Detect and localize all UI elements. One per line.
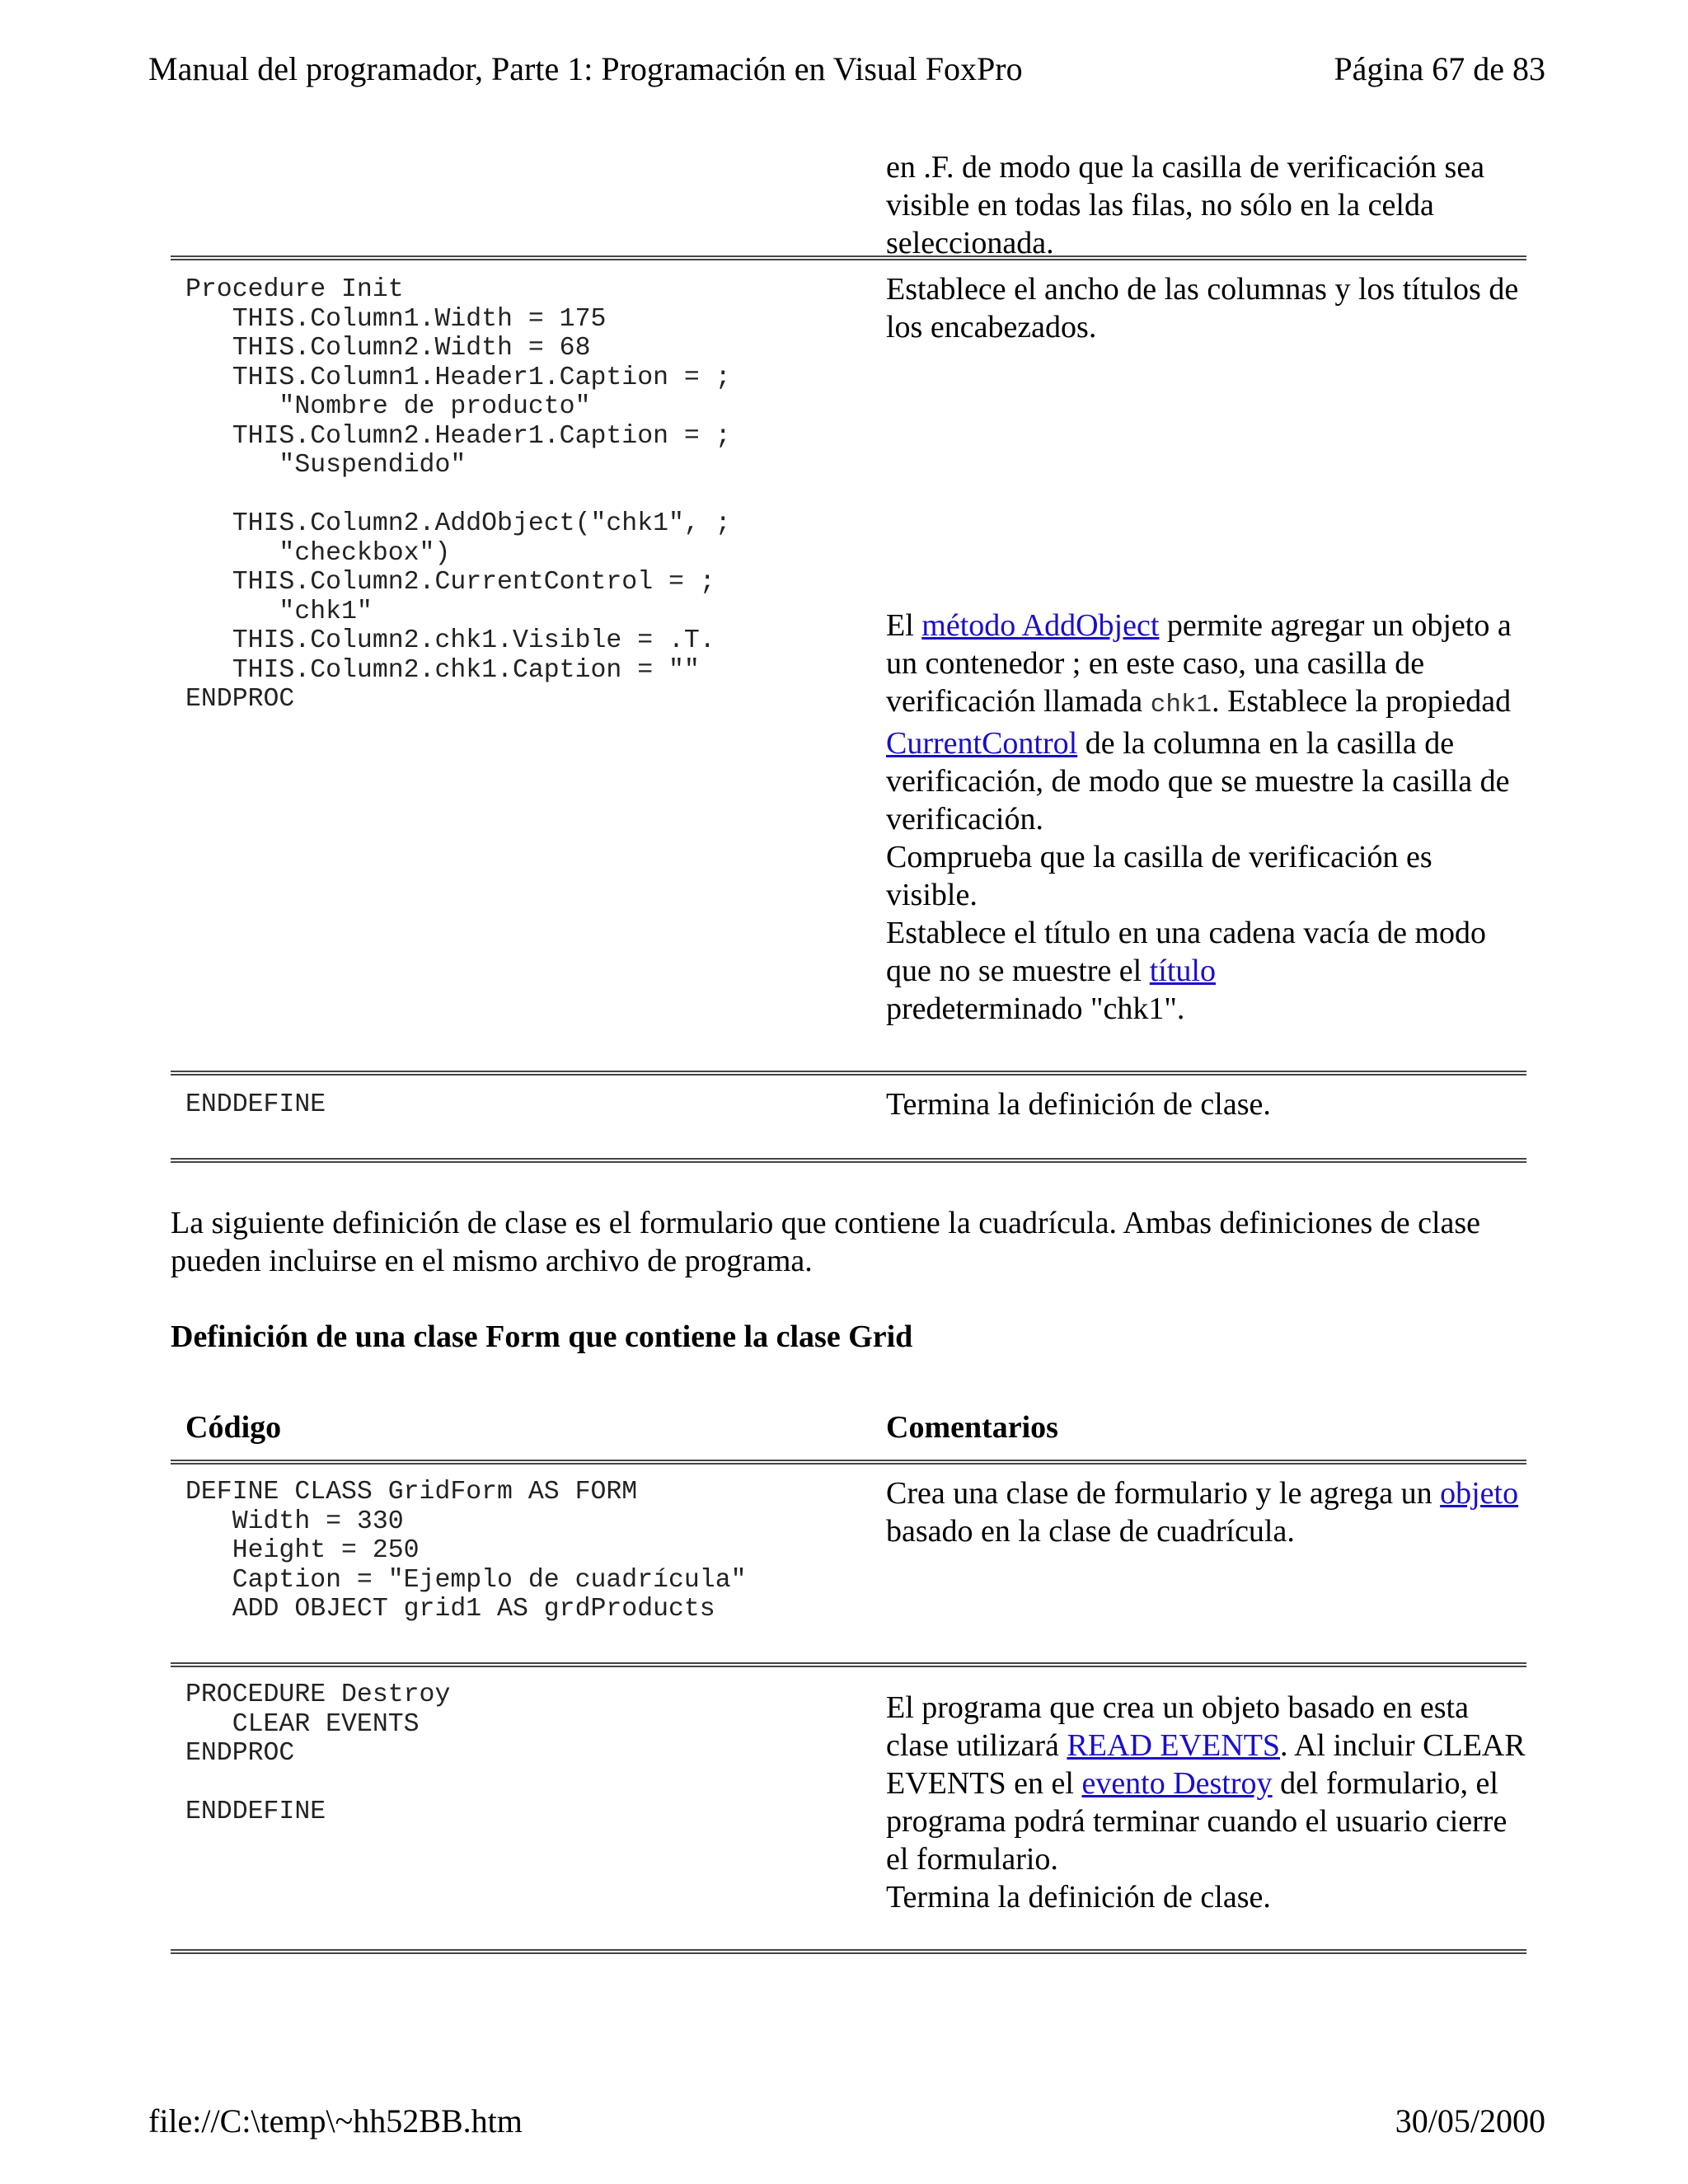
comment-text: Establece el ancho de las columnas y los títulos de los encabezados. [886, 272, 1519, 344]
paragraph: La siguiente definición de clase es el formulario que contiene la cuadrícula. Ambas definiciones de clase pueden incluirse en el mismo archivo de programa. [171, 1206, 1481, 1278]
comment-text: Termina la definición de clase. [886, 1880, 1271, 1915]
page-header [148, 49, 1545, 89]
code-cell: DEFINE CLASS GridForm AS FORM Width = 330 Height = 250 Caption = "Ejemplo de cuadrícula" ADD OBJECT grid1 AS grdProducts [185, 1478, 747, 1624]
table-row [171, 1085, 1526, 1168]
comment-text: Establece el título en una cadena vacía de modo que no se muestre el título predeterminado "chk1". [886, 916, 1487, 1026]
table-row [171, 1677, 1526, 1957]
inline-code: chk1 [1150, 691, 1212, 719]
comment-cell: en .F. de modo que la casilla de verificación sea visible en todas las filas, no sólo en la celda seleccionada. [886, 150, 1485, 260]
link-currentcontrol[interactable]: CurrentControl [886, 726, 1078, 761]
link-read-events[interactable]: READ EVENTS [1067, 1728, 1281, 1763]
comment-cell: Crea una clase de formulario y le agrega un objeto basado en la clase de cuadrícula. [886, 1476, 1519, 1549]
content [171, 148, 1526, 1954]
comment-text: El programa que crea un objeto basado en esta clase utilizará READ EVENTS. Al incluir CLEAR EVENTS en el evento Destroy del formulario, el programa podrá terminar cuando el usuario cierre el formulario. [886, 1690, 1526, 1877]
comment-text: El método AddObject permite agregar un objeto a un contenedor ; en este caso, una casilla de verificación llamada chk1. Establece la propiedad CurrentControl de la columna en la casilla de verificación, de modo que se muestre la casilla de verificación. [886, 608, 1512, 837]
table-header-row [171, 1408, 1526, 1450]
code-cell: ENDDEFINE [185, 1090, 326, 1119]
comment-cell [886, 270, 1526, 1074]
code-cell: PROCEDURE Destroy CLEAR EVENTS ENDPROC ENDDEFINE [185, 1680, 451, 1826]
section-heading: Definición de una clase Form que contiene la clase Grid [171, 1319, 913, 1354]
column-header-comments: Comentarios [886, 1410, 1058, 1445]
link-evento-destroy[interactable]: evento Destroy [1081, 1766, 1273, 1801]
code-cell: Procedure Init THIS.Column1.Width = 175 THIS.Column2.Width = 68 THIS.Column1.Header1.Caption = ; "Nombre de producto" THIS.Column2.Header1.Caption = ; "Suspendido" THIS.Column2.AddObject("chk1", ; "checkbox") THIS.Column2.CurrentControl = ; "chk1" THIS.Column2.chk1.Visible = .T. THIS.Column2.chk1.Caption = "" ENDPROC [185, 275, 731, 714]
link-objeto[interactable]: objeto [1440, 1476, 1519, 1511]
file-path: file://C:\temp\~hh52BB.htm [148, 2102, 523, 2139]
document-title: Manual del programador, Parte 1: Programación en Visual FoxPro [148, 50, 1023, 87]
table-row [171, 1474, 1526, 1672]
link-titulo[interactable]: título [1149, 954, 1216, 988]
table-row [171, 270, 1526, 1074]
link-addobject-method[interactable]: método AddObject [921, 608, 1160, 643]
comment-text: Comprueba que la casilla de verificación es visible. [886, 840, 1432, 912]
print-date: 30/05/2000 [1395, 2102, 1545, 2139]
table-row [171, 148, 1526, 262]
header-divider [171, 1460, 1526, 1465]
page-footer [148, 2102, 1545, 2141]
column-header-code: Código [185, 1410, 282, 1445]
comment-cell [886, 1689, 1526, 1957]
page-number: Página 67 de 83 [1334, 50, 1545, 87]
comment-cell: Termina la definición de clase. [886, 1087, 1271, 1122]
code-cell [171, 148, 886, 262]
